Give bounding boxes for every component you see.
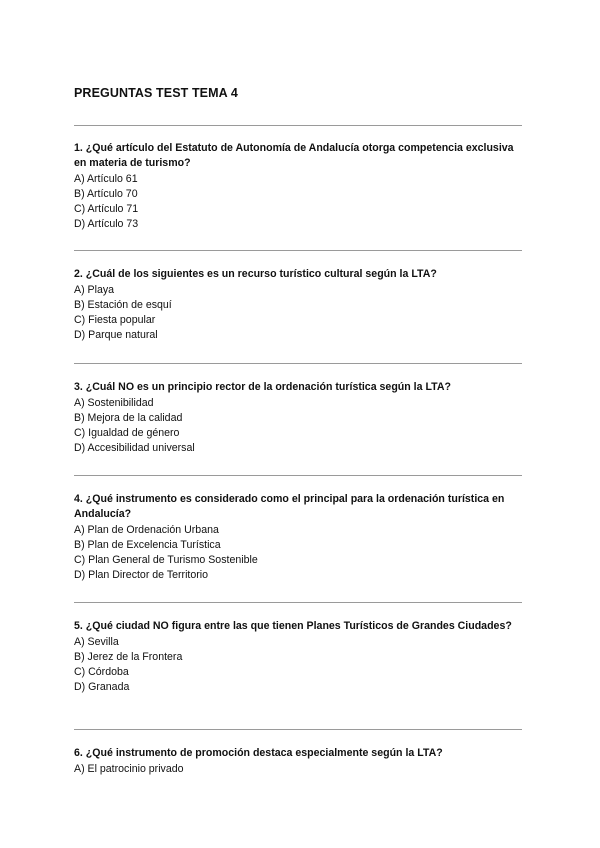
question-4 <box>74 492 524 583</box>
question-number: 1. <box>74 142 83 154</box>
question-text <box>74 141 524 171</box>
question-number: 6. <box>74 747 83 759</box>
page-title: PREGUNTAS TEST TEMA 4 <box>74 86 238 100</box>
question-body: ¿Cuál NO es un principio rector de la ordenación turística según la LTA? <box>85 381 451 393</box>
option-a: A) Artículo 61 <box>74 173 138 185</box>
option-b: B) Plan de Excelencia Turística <box>74 539 221 551</box>
option-a: A) Playa <box>74 284 115 296</box>
option-c: C) Córdoba <box>74 666 129 678</box>
option-d: D) Granada <box>74 681 130 693</box>
question-1 <box>74 141 524 232</box>
option-c: C) Fiesta popular <box>74 314 156 326</box>
question-body: ¿Qué ciudad NO figura entre las que tienen Planes Turísticos de Grandes Ciudades? <box>85 620 512 632</box>
option-d: D) Accesibilidad universal <box>74 442 195 454</box>
option-a: A) Sostenibilidad <box>74 397 154 409</box>
separator <box>74 729 522 730</box>
question-number: 2. <box>74 268 83 280</box>
question-6 <box>74 746 524 777</box>
separator <box>74 125 522 126</box>
question-3 <box>74 380 524 456</box>
option-a: A) Plan de Ordenación Urbana <box>74 524 219 536</box>
question-number: 5. <box>74 620 83 632</box>
question-5 <box>74 619 524 695</box>
question-body: ¿Cuál de los siguientes es un recurso turístico cultural según la LTA? <box>85 268 437 280</box>
option-b: B) Estación de esquí <box>74 299 172 311</box>
question-body: ¿Qué artículo del Estatuto de Autonomía de Andalucía otorga competencia exclusiva en materia de turismo? <box>74 142 514 169</box>
option-b: B) Jerez de la Frontera <box>74 651 183 663</box>
separator <box>74 602 522 603</box>
question-text <box>74 380 524 395</box>
question-body: ¿Qué instrumento de promoción destaca especialmente según la LTA? <box>85 747 443 759</box>
option-d: D) Plan Director de Territorio <box>74 569 209 581</box>
question-2 <box>74 267 524 343</box>
separator <box>74 475 522 476</box>
option-d: D) Artículo 73 <box>74 218 139 230</box>
option-c: C) Plan General de Turismo Sostenible <box>74 554 258 566</box>
question-text <box>74 492 524 522</box>
option-a: A) El patrocinio privado <box>74 763 184 775</box>
option-b: B) Artículo 70 <box>74 188 138 200</box>
separator <box>74 363 522 364</box>
question-text <box>74 619 524 634</box>
option-d: D) Parque natural <box>74 329 158 341</box>
separator <box>74 250 522 251</box>
question-text <box>74 746 524 761</box>
option-c: C) Artículo 71 <box>74 203 139 215</box>
question-number: 3. <box>74 381 83 393</box>
question-text <box>74 267 524 282</box>
question-number: 4. <box>74 493 83 505</box>
option-b: B) Mejora de la calidad <box>74 412 183 424</box>
question-body: ¿Qué instrumento es considerado como el principal para la ordenación turística en Andalucía? <box>74 493 505 520</box>
option-a: A) Sevilla <box>74 636 119 648</box>
option-c: C) Igualdad de género <box>74 427 180 439</box>
